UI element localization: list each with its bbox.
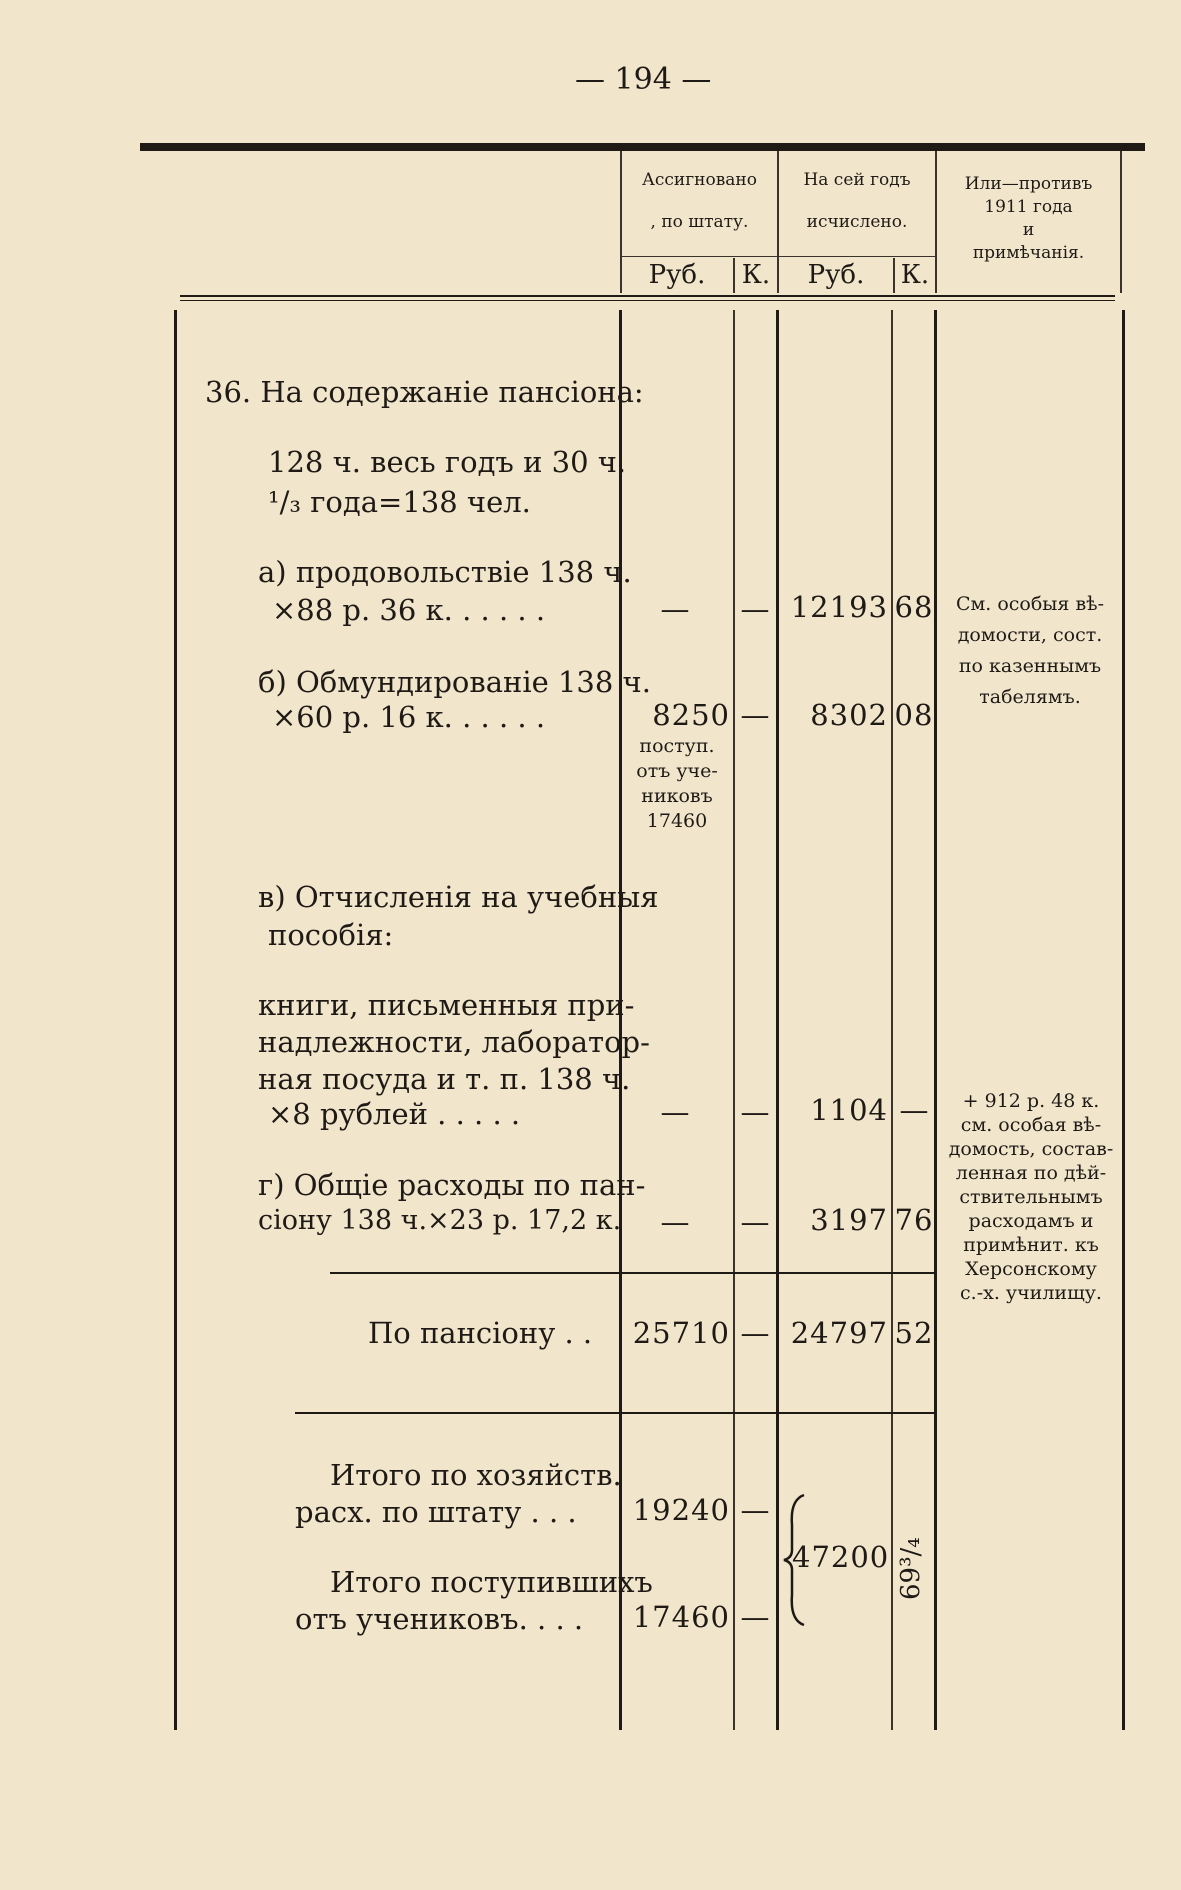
row-c-assigned-rub: —	[660, 1095, 690, 1129]
row-c-kop: —	[899, 1093, 929, 1127]
column-line	[776, 310, 779, 1730]
row-d-label: г) Общіе расходы по пан-	[258, 1168, 646, 1202]
row-a-rub: 12193	[790, 590, 888, 624]
header-bottom-rule	[180, 295, 1115, 297]
total-students-label: Итого поступившихъ	[330, 1565, 653, 1599]
note-line: + 912 р. 48 к.	[962, 1090, 1100, 1112]
total-staff-value: 19240	[632, 1493, 730, 1527]
total-students-kop: —	[740, 1600, 770, 1634]
col-notes-header: Или—противъ	[964, 174, 1093, 194]
note-line: табелямъ.	[979, 686, 1081, 708]
row-b-note-2: отъ уче-	[636, 760, 718, 782]
row-b-kop: 08	[894, 698, 934, 732]
column-line	[891, 310, 893, 1730]
col-assigned-header: Ассигновано	[642, 170, 757, 190]
column-line	[934, 310, 937, 1730]
row-c-label: в) Отчисленія на учебныя	[258, 880, 659, 914]
header-subrule	[620, 256, 935, 257]
rub-header: Руб.	[648, 260, 706, 290]
row-d-label-2: сіону 138 ч.×23 р. 17,2 к.	[258, 1205, 622, 1236]
column-line	[733, 310, 735, 1730]
total-students-value: 17460	[632, 1600, 730, 1634]
row-c-assigned-kop: —	[740, 1095, 770, 1129]
page-number: — 194 —	[575, 62, 712, 97]
note-line: ствительнымъ	[959, 1186, 1103, 1208]
header-divider	[1120, 151, 1122, 293]
row-b-note-1: поступ.	[639, 735, 715, 757]
row-b-rub: 8302	[810, 698, 888, 732]
total-pension-assigned-rub: 25710	[632, 1316, 730, 1350]
col-notes-header-3: и	[1022, 220, 1035, 240]
combined-total-rub: 47200	[792, 1540, 890, 1574]
row-a-label: а) продовольствіе 138 ч.	[258, 555, 632, 589]
row-b-label: б) Обмундированіе 138 ч.	[258, 665, 651, 699]
top-rule	[140, 143, 1145, 151]
total-pension-assigned-kop: —	[740, 1316, 770, 1350]
row-c-label-6: ×8 рублей . . . . .	[268, 1097, 521, 1131]
note-line: домости, сост.	[957, 624, 1103, 646]
rub-header-2: Руб.	[807, 260, 865, 290]
row-d-rub: 3197	[810, 1203, 888, 1237]
row-c-label-2: пособія:	[268, 918, 394, 952]
column-line-right	[1122, 310, 1125, 1730]
row-b-assigned-rub: 8250	[652, 698, 730, 732]
total-staff-label: Итого по хозяйств.	[330, 1458, 622, 1492]
total-pension-label: По пансіону . .	[368, 1316, 593, 1350]
row-a-label-2: ×88 р. 36 к. . . . . .	[272, 593, 546, 627]
subtotal-rule	[330, 1272, 935, 1274]
note-line: примѣнит. къ	[963, 1234, 1099, 1256]
col-this-year-header: На сей годъ	[803, 170, 911, 190]
section-sub-2: ¹/₃ года=138 чел.	[268, 485, 531, 519]
row-a-assigned-kop: —	[740, 592, 770, 626]
header-bottom-rule	[180, 300, 1115, 301]
notes-c	[940, 1090, 1122, 1306]
note-line: с.-х. училищу.	[960, 1282, 1102, 1304]
note-line: ленная по дѣй-	[955, 1162, 1107, 1184]
kop-header-2: К.	[900, 260, 930, 290]
row-d-assigned-rub: —	[660, 1205, 690, 1239]
notes-a	[940, 593, 1120, 717]
total-pension-kop: 52	[894, 1316, 934, 1350]
total-students-label-2: отъ учениковъ. . . .	[295, 1602, 584, 1636]
col-notes-header-2: 1911 года	[984, 197, 1073, 217]
combined-total-kop: 69³/₄	[896, 1537, 926, 1600]
row-b-label-2: ×60 р. 16 к. . . . . .	[272, 700, 546, 734]
section-title: 36. На содержаніе пансіона:	[205, 375, 644, 409]
note-line: расходамъ и	[968, 1210, 1094, 1232]
row-c-label-3: книги, письменныя при-	[258, 988, 635, 1022]
total-staff-label-2: расх. по штату . . .	[295, 1495, 577, 1529]
column-line-left	[174, 310, 177, 1730]
col-assigned-header-2: , по штату.	[650, 212, 749, 232]
row-c-rub: 1104	[810, 1093, 888, 1127]
col-this-year-header-2: исчислено.	[806, 212, 908, 232]
note-line: См. особыя вѣ-	[955, 593, 1105, 615]
row-b-note-4: 17460	[646, 810, 708, 832]
row-c-label-4: надлежности, лаборатор-	[258, 1025, 650, 1059]
row-d-assigned-kop: —	[740, 1205, 770, 1239]
total-staff-kop: —	[740, 1493, 770, 1527]
row-a-assigned-rub: —	[660, 592, 690, 626]
row-d-kop: 76	[894, 1203, 934, 1237]
row-b-assigned-kop: —	[740, 698, 770, 732]
note-line: по казеннымъ	[958, 655, 1102, 677]
note-line: домость, состав-	[948, 1138, 1114, 1160]
note-line: Херсонскому	[965, 1258, 1097, 1280]
note-line: см. особая вѣ-	[960, 1114, 1102, 1136]
col-notes-header-4: примѣчанія.	[972, 243, 1085, 263]
totals-rule	[295, 1412, 935, 1414]
row-a-kop: 68	[894, 590, 934, 624]
row-c-label-5: ная посуда и т. п. 138 ч.	[258, 1062, 631, 1096]
section-sub-1: 128 ч. весь годъ и 30 ч.	[268, 445, 627, 479]
kop-header: К.	[741, 260, 771, 290]
row-b-note-3: никовъ	[641, 785, 713, 807]
total-pension-rub: 24797	[790, 1316, 888, 1350]
